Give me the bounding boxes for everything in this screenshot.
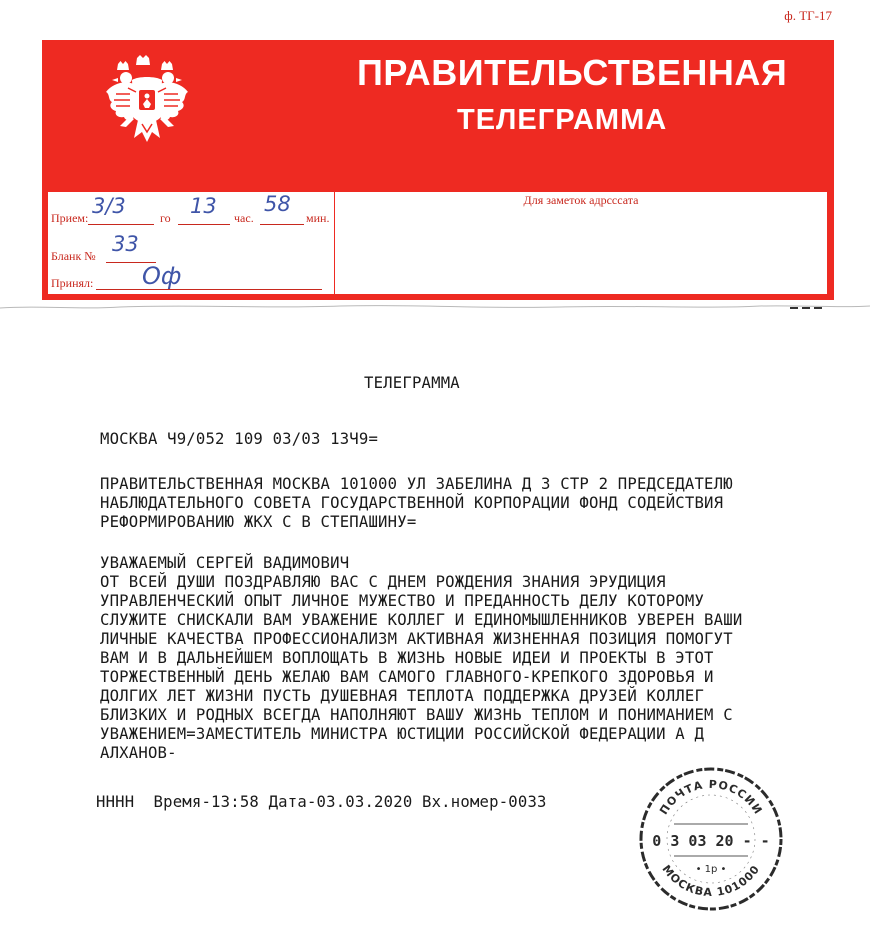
received-label: Прием: — [51, 211, 89, 225]
addressee-notes-box — [334, 192, 827, 294]
received-minutes: 58 — [264, 192, 291, 216]
accepted-signature: Оф — [142, 262, 182, 290]
body-line-2: ОТ ВСЕЙ ДУШИ ПОЗДРАВЛЯЮ ВАС С ДНЕМ РОЖДЕНИЯ ЗНАНИЯ ЭРУДИЦИЯ — [100, 573, 666, 591]
address-line-3: РЕФОРМИРОВАНИЮ ЖКХ С В СТЕПАШИНУ= — [100, 513, 417, 531]
received-date: 3/3 — [92, 194, 126, 218]
minutes-label: мин. — [306, 211, 330, 225]
body-line-4: СЛУЖИТЕ СНИСКАЛИ ВАМ УВАЖЕНИЕ КОЛЛЕГ И ЕДИНОМЫШЛЕННИКОВ УВЕРЕН ВАШИ — [100, 611, 743, 629]
body-line-9: БЛИЗКИХ И РОДНЫХ ВСЕГДА НАПОЛНЯЮТ ВАШУ ЖИЗНЬ ТЕПЛОМ И ПОНИМАНИЕМ С — [100, 706, 733, 724]
accepted-label: Принял: — [51, 276, 94, 290]
body-line-1: УВАЖАЕМЫЙ СЕРГЕЙ ВАДИМОВИЧ — [100, 554, 350, 572]
body-line-6: ВАМ И В ДАЛЬНЕЙШЕМ ВОПЛОЩАТЬ В ЖИЗНЬ НОВЫЕ ИДЕИ И ПРОЕКТЫ В ЭТОТ — [100, 649, 714, 667]
receipt-box — [48, 192, 334, 294]
go-label: го — [160, 211, 171, 225]
banner-title-line2: ТЕЛЕГРАММА — [457, 104, 668, 136]
message-footer: НННН Время-13:58 Дата-03.03.2020 Вх.номер-0033 — [96, 793, 547, 811]
notes-label: Для заметок адрсссата — [523, 193, 639, 207]
received-date-line — [88, 224, 154, 225]
hour-line — [178, 224, 230, 225]
stamp-top-text: ПОЧТА РОССИИ — [657, 777, 765, 818]
body-line-11: АЛХАНОВ- — [100, 744, 177, 762]
body-line-10: УВАЖЕНИЕМ=ЗАМЕСТИТЕЛЬ МИНИСТРА ЮСТИЦИИ РОССИЙСКОЙ ФЕДЕРАЦИИ А Д — [100, 725, 705, 743]
coat-of-arms-icon — [104, 54, 190, 146]
stamp-bottom-text: МОСКВА 101000 — [659, 862, 763, 900]
hour-label: час. — [234, 211, 254, 225]
address-line-1: ПРАВИТЕЛЬСТВЕННАЯ МОСКВА 101000 УЛ ЗАБЕЛИНА Д 3 СТР 2 ПРЕДСЕДАТЕЛЮ — [100, 475, 733, 493]
address-line-2: НАБЛЮДАТЕЛЬНОГО СОВЕТА ГОСУДАРСТВЕННОЙ КОРПОРАЦИИ ФОНД СОДЕЙСТВИЯ — [100, 494, 724, 512]
tear-edge — [0, 302, 870, 312]
form-code: ф. ТГ-17 — [784, 8, 832, 23]
minutes-line — [260, 224, 304, 225]
banner-title-line1: ПРАВИТЕЛЬСТВЕННАЯ — [357, 52, 788, 93]
post-office-stamp — [638, 766, 784, 912]
stamp-code: • 1р • — [695, 864, 727, 875]
stamp-date: 0 3 03 20 - - — [652, 832, 770, 850]
telegram-banner — [42, 40, 834, 158]
blank-label: Бланк № — [51, 249, 96, 263]
blank-number: 33 — [112, 232, 139, 256]
body-line-8: ДОЛГИХ ЛЕТ ЖИЗНИ ПУСТЬ ДУШЕВНАЯ ТЕПЛОТА ПОДДЕРЖКА ДРУЗЕЙ КОЛЛЕГ — [100, 687, 705, 705]
received-hour: 13 — [190, 194, 217, 218]
receipt-frame — [42, 158, 834, 300]
message-heading: ТЕЛЕГРАММА — [364, 374, 460, 392]
body-line-5: ЛИЧНЫЕ КАЧЕСТВА ПРОФЕССИОНАЛИЗМ АКТИВНАЯ ЖИЗНЕННАЯ ПОЗИЦИЯ ПОМОГУТ — [100, 630, 733, 648]
body-line-7: ТОРЖЕСТВЕННЫЙ ДЕНЬ ЖЕЛАЮ ВАМ САМОГО ГЛАВНОГО-КРЕПКОГО ЗДОРОВЬЯ И — [100, 668, 714, 686]
accepted-line — [96, 289, 322, 290]
body-line-3: УПРАВЛЕНЧЕСКИЙ ОПЫТ ЛИЧНОЕ МУЖЕСТВО И ПРЕДАННОСТЬ ДЕЛУ КОТОРОМУ — [100, 592, 705, 610]
message-header-line: МОСКВА Ч9/052 109 03/03 13Ч9= — [100, 430, 379, 448]
